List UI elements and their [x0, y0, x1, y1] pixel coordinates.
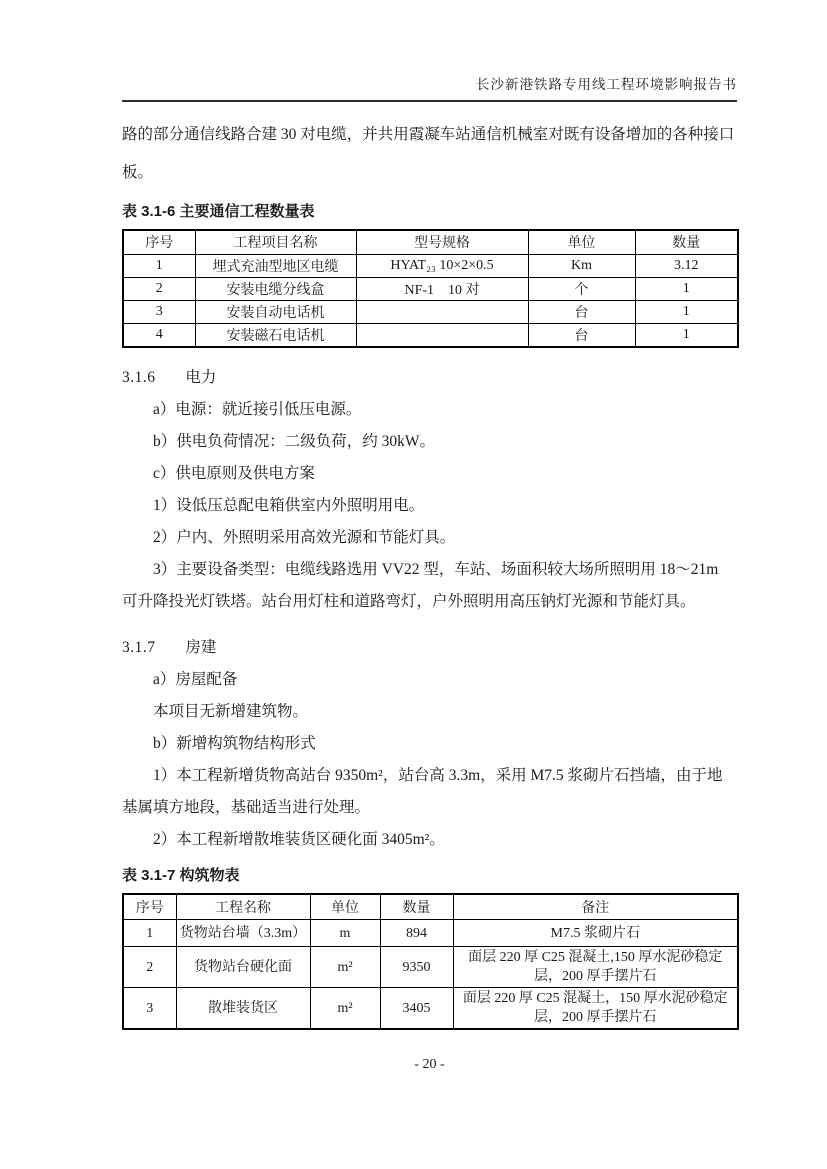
- column-header: 备注: [453, 894, 738, 920]
- cell-seq: 1: [123, 920, 176, 947]
- cell-quantity: 3405: [380, 988, 453, 1030]
- section-title: 电力: [185, 368, 217, 386]
- table-row: [123, 988, 738, 1030]
- list-item: 1）本工程新增货物高站台 9350m²，站台高 3.3m，采用 M7.5 浆砌片石挡墙，由于地基属填方地段，基础适当进行处理。: [122, 766, 723, 816]
- cell-spec: HYAT₂₃ 10×2×0.5: [356, 254, 528, 277]
- cell-remark: 面层 220 厚 C25 混凝土,150 厚水泥砂稳定层，200 厚手摆片石: [453, 947, 738, 988]
- table-row: [123, 947, 738, 988]
- cell-seq: 2: [123, 277, 195, 300]
- section-heading-3-1-6: [122, 362, 737, 394]
- list-item: b）新增构筑物结构形式: [153, 734, 316, 752]
- section-number: 3.1.6: [122, 368, 156, 386]
- column-header: 单位: [310, 894, 380, 920]
- cell-unit: 个: [528, 277, 635, 300]
- cell-project-name: 货物站台墙（3.3m）: [176, 920, 310, 947]
- list-item: a）电源：就近接引低压电源。: [153, 400, 362, 418]
- table-row: [123, 300, 738, 323]
- structures-table: [122, 893, 739, 1031]
- cell-project-name: 货物站台硬化面: [176, 947, 310, 988]
- cell-unit: 台: [528, 300, 635, 323]
- list-item: 本项目无新增建筑物。: [153, 702, 309, 720]
- section-number: 3.1.7: [122, 638, 156, 656]
- column-header: 型号规格: [356, 230, 528, 254]
- cell-item-name: 安装电缆分线盒: [195, 277, 356, 300]
- cell-quantity: 1: [635, 300, 738, 323]
- column-header: 序号: [123, 230, 195, 254]
- communication-works-table: [122, 229, 739, 348]
- column-header: 工程项目名称: [195, 230, 356, 254]
- cell-seq: 4: [123, 323, 195, 347]
- table2-caption: 表 3.1-7 构筑物表: [122, 866, 240, 884]
- cell-remark: M7.5 浆砌片石: [453, 920, 738, 947]
- column-header: 工程名称: [176, 894, 310, 920]
- cell-quantity: 3.12: [635, 254, 738, 277]
- running-header: [122, 76, 737, 102]
- section-heading-3-1-7: [122, 632, 737, 664]
- cell-unit: 台: [528, 323, 635, 347]
- table1-caption: 表 3.1-6 主要通信工程数量表: [122, 203, 315, 220]
- cell-spec: [356, 300, 528, 323]
- cell-quantity: 894: [380, 920, 453, 947]
- cell-seq: 3: [123, 300, 195, 323]
- cell-remark: 面层 220 厚 C25 混凝土，150 厚水泥砂稳定层，200 厚手摆片石: [453, 988, 738, 1030]
- table-header-row: [123, 894, 738, 920]
- running-header-title: 长沙新港铁路专用线工程环境影响报告书: [476, 77, 737, 92]
- cell-quantity: 1: [635, 323, 738, 347]
- cell-item-name: 安装自动电话机: [195, 300, 356, 323]
- column-header: 单位: [528, 230, 635, 254]
- column-header: 数量: [380, 894, 453, 920]
- column-header: 数量: [635, 230, 738, 254]
- cell-project-name: 散堆装货区: [176, 988, 310, 1030]
- table-row: [123, 323, 738, 347]
- table-row: [123, 277, 738, 300]
- list-item: 3）主要设备类型：电缆线路选用 VV22 型，车站、场面积较大场所照明用 18～21m 可升降投光灯铁塔。站台用灯柱和道路弯灯，户外照明用高压钠灯光源和节能灯具。: [122, 560, 719, 610]
- intro-paragraph: 路的部分通信线路合建 30 对电缆，并共用霞凝车站通信机械室对既有设备增加的各种接口板。: [122, 126, 735, 181]
- list-item: a）房屋配备: [153, 670, 238, 688]
- cell-unit: m: [310, 920, 380, 947]
- cell-seq: 3: [123, 988, 176, 1030]
- table-header-row: [123, 230, 738, 254]
- cell-unit: Km: [528, 254, 635, 277]
- cell-seq: 1: [123, 254, 195, 277]
- cell-seq: 2: [123, 947, 176, 988]
- list-item: 2）户内、外照明采用高效光源和节能灯具。: [153, 528, 456, 546]
- cell-item-name: 埋式充油型地区电缆: [195, 254, 356, 277]
- cell-spec: NF-1 10 对: [356, 277, 528, 300]
- section-title: 房建: [185, 638, 217, 656]
- list-item: b）供电负荷情况：二级负荷，约 30kW。: [153, 432, 436, 450]
- column-header: 序号: [123, 894, 176, 920]
- cell-unit: m²: [310, 988, 380, 1030]
- table-row: [123, 254, 738, 277]
- list-item: 2）本工程新增散堆装货区硬化面 3405m²。: [153, 830, 445, 848]
- cell-spec: [356, 323, 528, 347]
- cell-item-name: 安装磁石电话机: [195, 323, 356, 347]
- cell-unit: m²: [310, 947, 380, 988]
- page-number: - 20 -: [414, 1057, 445, 1072]
- table-row: [123, 920, 738, 947]
- cell-quantity: 9350: [380, 947, 453, 988]
- list-item: c）供电原则及供电方案: [153, 464, 315, 482]
- cell-quantity: 1: [635, 277, 738, 300]
- list-item: 1）设低压总配电箱供室内外照明用电。: [153, 496, 425, 514]
